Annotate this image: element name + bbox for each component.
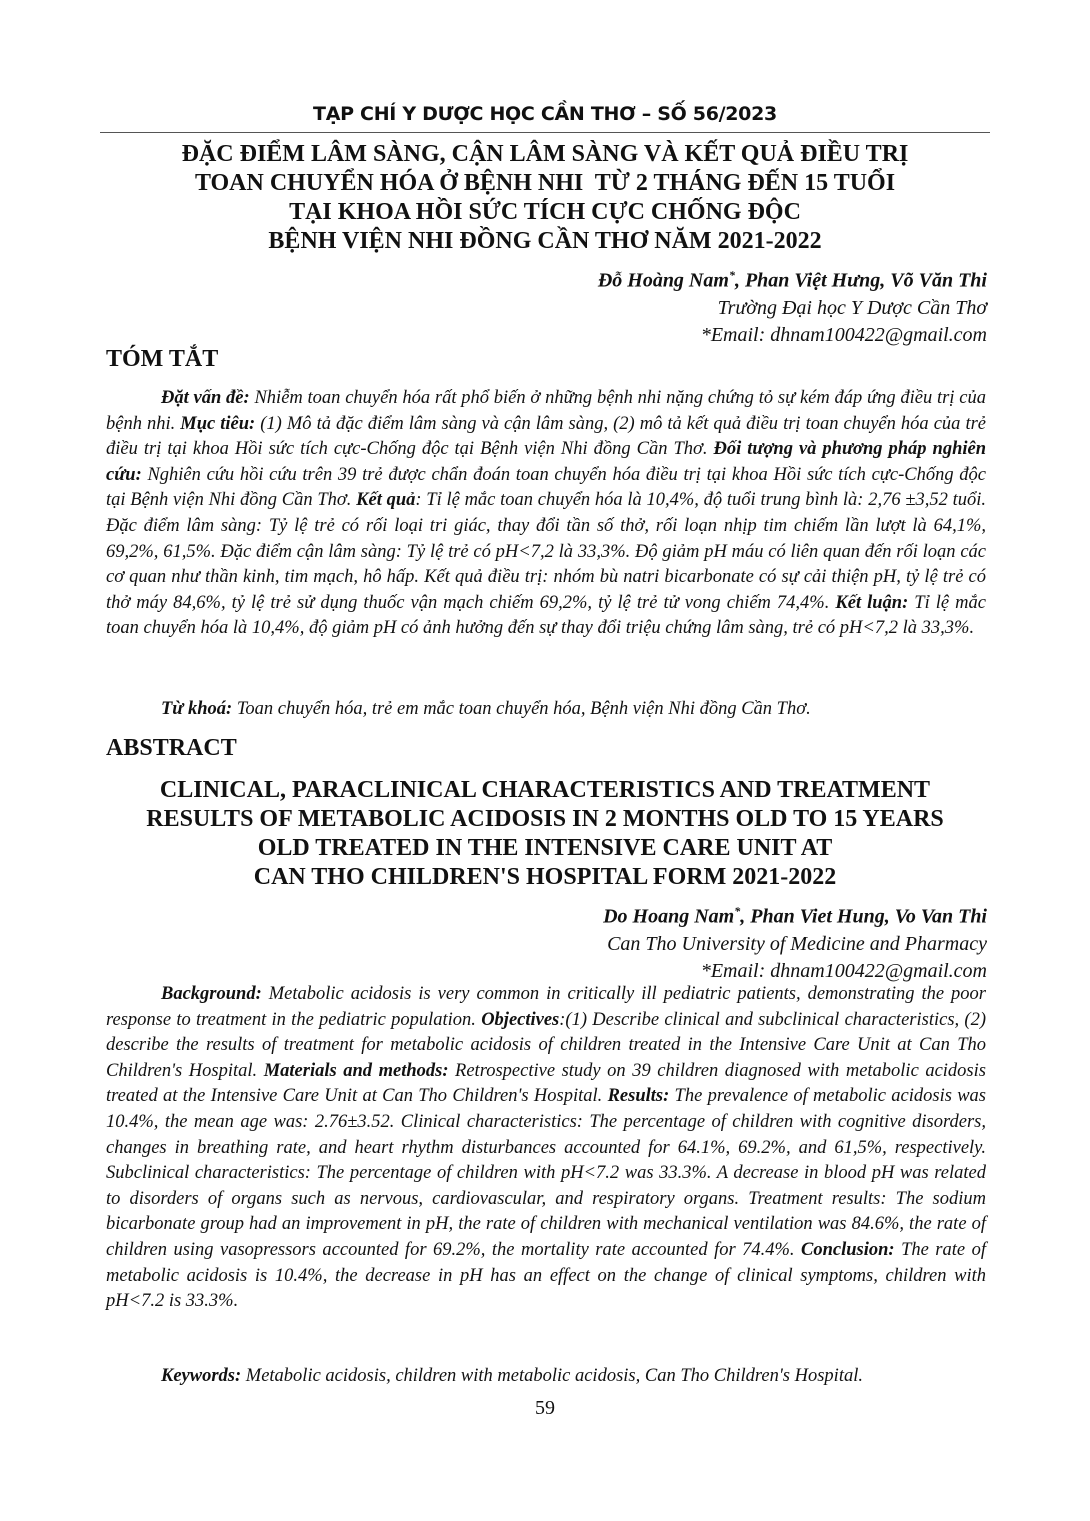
label-results: Kết quả bbox=[356, 490, 416, 511]
co-authors: , Phan Việt Hưng, Võ Văn Thi bbox=[734, 269, 987, 292]
text-methods: Retrospective study on 39 children diagnosed with metabolic acidosis treated at the Intensive Care Unit at Can Tho Children's Hospital. bbox=[106, 1060, 986, 1107]
label-objectives: Mục tiêu: bbox=[180, 413, 256, 434]
english-title bbox=[100, 776, 990, 892]
corresponding-mark: * bbox=[728, 268, 735, 282]
title-line: RESULTS OF METABOLIC ACIDOSIS IN 2 MONTHS OLD TO 15 YEARS bbox=[146, 806, 944, 832]
text-results: : Tỉ lệ mắc toan chuyển hóa là 10,4%, độ tuổi trung bình là: 2,76 ±3,52 tuổi. Đặc điểm lâm sàng: Tỷ lệ trẻ có rối loại tri giác, thay đổi tần số thở, rối loạn nhịp tim chiếm lần lượt là 64,1%, 69,2%, 61,5%. Đặc điểm cận lâm sàng: Tỷ lệ trẻ có pH<7,2 là 33,3%. Độ giảm pH máu có liên quan đến rối loạn các cơ quan như thần kinh, tim mạch, hô hấp. Kết quả điều trị: nhóm bù natri bicarbonate có sự cải thiện pH, tỷ lệ trẻ có thở máy 84,6%, tỷ lệ trẻ sử dụng thuốc vận mạch chiếm 69,2%, tỷ lệ trẻ tử vong chiếm 74,4%. bbox=[106, 490, 986, 613]
keywords-text: Metabolic acidosis, children with metabolic acidosis, Can Tho Children's Hospital. bbox=[241, 1366, 863, 1386]
title-line: CLINICAL, PARACLINICAL CHARACTERISTICS AND TREATMENT bbox=[159, 777, 931, 803]
header-divider bbox=[100, 132, 990, 133]
label-background: Đặt vấn đề: bbox=[161, 388, 250, 408]
author-list bbox=[598, 262, 987, 295]
corresponding-mark: * bbox=[734, 904, 741, 918]
keywords-text: Toan chuyển hóa, trẻ em mắc toan chuyển hóa, Bệnh viện Nhi đồng Cần Thơ. bbox=[232, 699, 811, 719]
co-authors: , Phan Viet Hung, Vo Van Thi bbox=[740, 905, 987, 928]
email: *Email: dhnam100422@gmail.com bbox=[700, 323, 987, 346]
email: *Email: dhnam100422@gmail.com bbox=[700, 959, 987, 982]
page-number: 59 bbox=[535, 1397, 555, 1419]
english-abstract bbox=[106, 982, 986, 1315]
label-conclusion: Kết luận: bbox=[835, 592, 909, 613]
corresponding-author: Đỗ Hoàng Nam bbox=[597, 269, 729, 292]
label-conclusion: Conclusion: bbox=[801, 1239, 895, 1260]
author-list bbox=[603, 898, 987, 931]
title-line: BỆNH VIỆN NHI ĐỒNG CẦN THƠ NĂM 2021-2022 bbox=[268, 228, 822, 254]
text-conclusion: The rate of metabolic acidosis is 10.4%, the decrease in pH has an effect on the change of clinical symptoms, children with pH<7.2 is 33.3%. bbox=[106, 1239, 986, 1312]
title-line: OLD TREATED IN THE INTENSIVE CARE UNIT AT bbox=[257, 835, 833, 861]
label-methods: Materials and methods: bbox=[263, 1060, 449, 1081]
journal-header: TẠP CHÍ Y DƯỢC HỌC CẦN THƠ – SỐ 56/2023 bbox=[313, 103, 777, 125]
text-objectives: :(1) Describe clinical and subclinical characteristics, (2) describe the results of treatment for metabolic acidosis of children treated in the Intensive Care Unit at Can Tho Children's Hospital. bbox=[106, 1009, 986, 1081]
keywords-label: Keywords: bbox=[161, 1366, 242, 1386]
section-heading-abstract: ABSTRACT bbox=[106, 735, 237, 761]
label-results: Results: bbox=[607, 1086, 670, 1107]
title-line: TẠI KHOA HỒI SỨC TÍCH CỰC CHỐNG ĐỘC bbox=[289, 199, 801, 225]
english-authors-block bbox=[603, 898, 987, 985]
text-background: Metabolic acidosis is very common in critically ill pediatric patients, demonstrating the poor response to treatment in the pediatric population. bbox=[106, 984, 986, 1030]
text-methods: Nghiên cứu hồi cứu trên 39 trẻ được chẩn đoán toan chuyển hóa điều trị tại khoa Hồi sức tích cực-Chống độc tại Bệnh viện Nhi đồng Cần Thơ. bbox=[106, 464, 986, 511]
keywords-label: Từ khoá: bbox=[161, 699, 233, 719]
vietnamese-abstract bbox=[106, 386, 986, 642]
label-background: Background: bbox=[161, 984, 262, 1004]
text-objectives: (1) Mô tả đặc điểm lâm sàng và cận lâm sàng, (2) mô tả kết quả điều trị toan chuyển hóa của trẻ điều trị tại khoa Hồi sức tích cực-Chống độc tại Bệnh viện Nhi đồng Cần Thơ. bbox=[106, 413, 986, 460]
title-line: CAN THO CHILDREN'S HOSPITAL FORM 2021-2022 bbox=[253, 864, 837, 890]
text-background: Nhiễm toan chuyển hóa rất phổ biến ở những bệnh nhi nặng chứng tỏ sự kém đáp ứng điều trị của bệnh nhi. bbox=[106, 388, 986, 434]
abstract-paragraph bbox=[106, 982, 986, 1315]
abstract-paragraph bbox=[106, 386, 986, 642]
vietnamese-keywords bbox=[106, 697, 986, 722]
english-keywords bbox=[106, 1364, 986, 1389]
vietnamese-authors-block bbox=[598, 262, 987, 349]
text-conclusion: Tỉ lệ mắc toan chuyển hóa là 10,4%, độ giảm pH có ảnh hưởng đến sự thay đổi triệu chứng lâm sàng, trẻ có pH<7,2 là 33,3%. bbox=[106, 592, 986, 639]
affiliation: Can Tho University of Medicine and Pharmacy bbox=[607, 932, 987, 955]
section-heading-tom-tat: TÓM TẮT bbox=[106, 346, 219, 372]
text-results: The prevalence of metabolic acidosis was 10.4%, the mean age was: 2.76±3.52. Clinical characteristics: The percentage of children with cognitive disorders, changes in breathing rate, and heart rhythm disturbances accounted for 64.1%, 69.2%, and 61,5%, respectively. Subclinical characteristics: The percentage of children with pH<7.2 was 33.3%. A decrease in blood pH was related to disorders of organs such as nervous, cardiovascular, and respiratory organs. Treatment results: The sodium bicarbonate group had an improvement in pH, the rate of children with mechanical ventilation was 84.6%, the rate of children using vasopressors accounted for 69.2%, the mortality rate accounted for 74.4%. bbox=[106, 1086, 986, 1260]
title-line: TOAN CHUYỂN HÓA Ở BỆNH NHI TỪ 2 THÁNG ĐẾN 15 TUỔI bbox=[194, 170, 896, 196]
affiliation: Trường Đại học Y Dược Cần Thơ bbox=[717, 296, 987, 319]
vietnamese-title bbox=[100, 140, 990, 256]
title-line: ĐẶC ĐIỂM LÂM SÀNG, CẬN LÂM SÀNG VÀ KẾT QUẢ ĐIỀU TRỊ bbox=[181, 141, 909, 167]
label-objectives: Objectives bbox=[481, 1009, 560, 1030]
label-methods: Đối tượng và phương pháp nghiên cứu: bbox=[106, 439, 986, 485]
corresponding-author: Do Hoang Nam bbox=[603, 905, 735, 928]
